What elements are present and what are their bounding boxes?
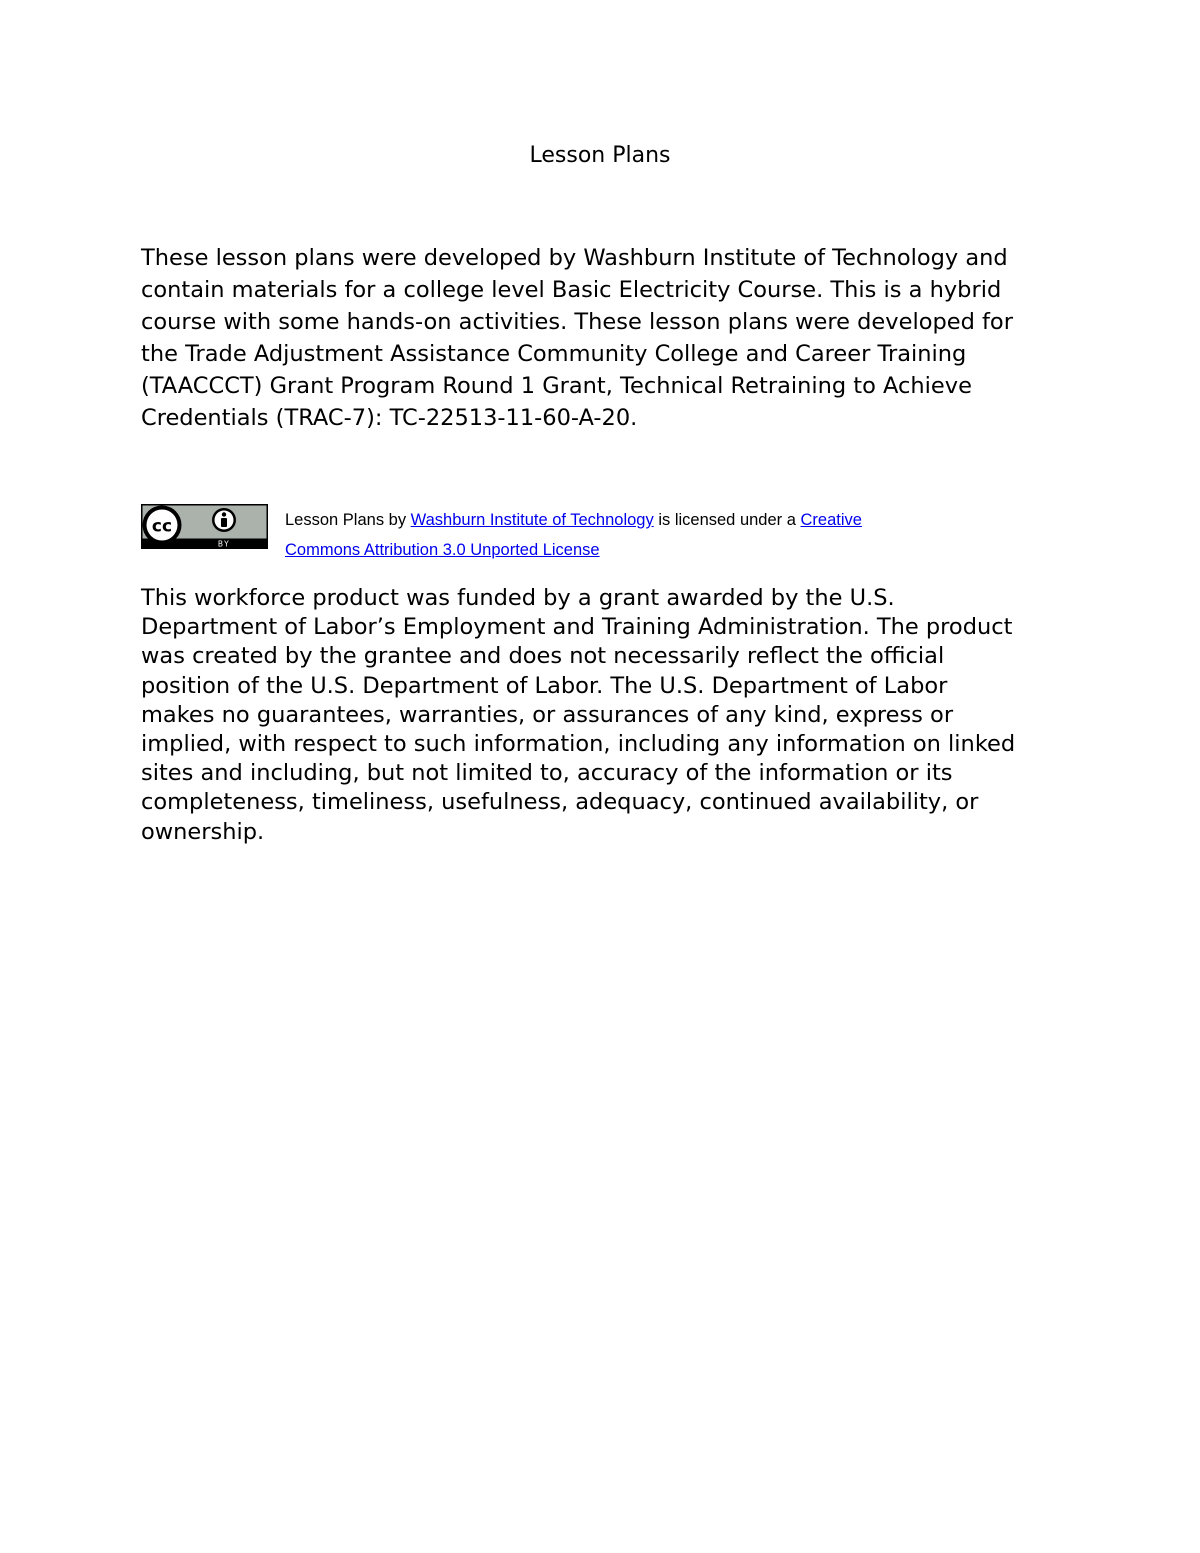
page-title: Lesson Plans — [529, 143, 671, 168]
intro-line: These lesson plans were developed by Washburn Institute of Technology and — [141, 245, 1008, 271]
notice-line: Department of Labor’s Employment and Training Administration. The product — [141, 614, 1013, 641]
svg-text:cc: cc — [151, 516, 173, 537]
notice-line: completeness, timeliness, usefulness, adequacy, continued availability, or — [141, 789, 979, 816]
license-middle: is licensed under a — [653, 511, 801, 529]
disclaimer-paragraph — [141, 584, 1015, 847]
notice-line: ownership. — [141, 818, 265, 845]
intro-line: Credentials (TRAC-7): TC-22513-11-60-A-20. — [141, 405, 638, 431]
author-link[interactable]: Washburn Institute of Technology — [410, 511, 654, 529]
intro-paragraph — [141, 242, 1013, 434]
svg-text:BY: BY — [217, 539, 231, 549]
notice-line: position of the U.S. Department of Labor. The U.S. Department of Labor — [141, 672, 948, 699]
notice-line: implied, with respect to such information, including any information on linked — [141, 731, 1016, 758]
notice-line: makes no guarantees, warranties, or assurances of any kind, express or — [141, 701, 954, 728]
notice-line: sites and including, but not limited to, accuracy of the information or its — [141, 760, 953, 787]
intro-line: (TAACCCT) Grant Program Round 1 Grant, Technical Retraining to Achieve — [141, 373, 972, 399]
license-prefix: Lesson Plans by — [285, 511, 411, 529]
intro-line: the Trade Adjustment Assistance Community College and Career Training — [141, 341, 967, 367]
license-statement — [285, 505, 862, 565]
intro-line: course with some hands-on activities. These lesson plans were developed for — [141, 309, 1013, 335]
cc-by-icon[interactable] — [141, 504, 268, 549]
license-link-part2[interactable]: Commons Attribution 3.0 Unported License — [285, 541, 600, 559]
license-line-2 — [285, 535, 862, 565]
license-link-part1[interactable]: Creative — [800, 511, 862, 529]
license-line-1 — [285, 505, 862, 535]
intro-line: contain materials for a college level Basic Electricity Course. This is a hybrid — [141, 277, 1002, 303]
notice-line: This workforce product was funded by a grant awarded by the U.S. — [141, 585, 895, 611]
notice-line: was created by the grantee and does not necessarily reflect the official — [141, 643, 945, 670]
